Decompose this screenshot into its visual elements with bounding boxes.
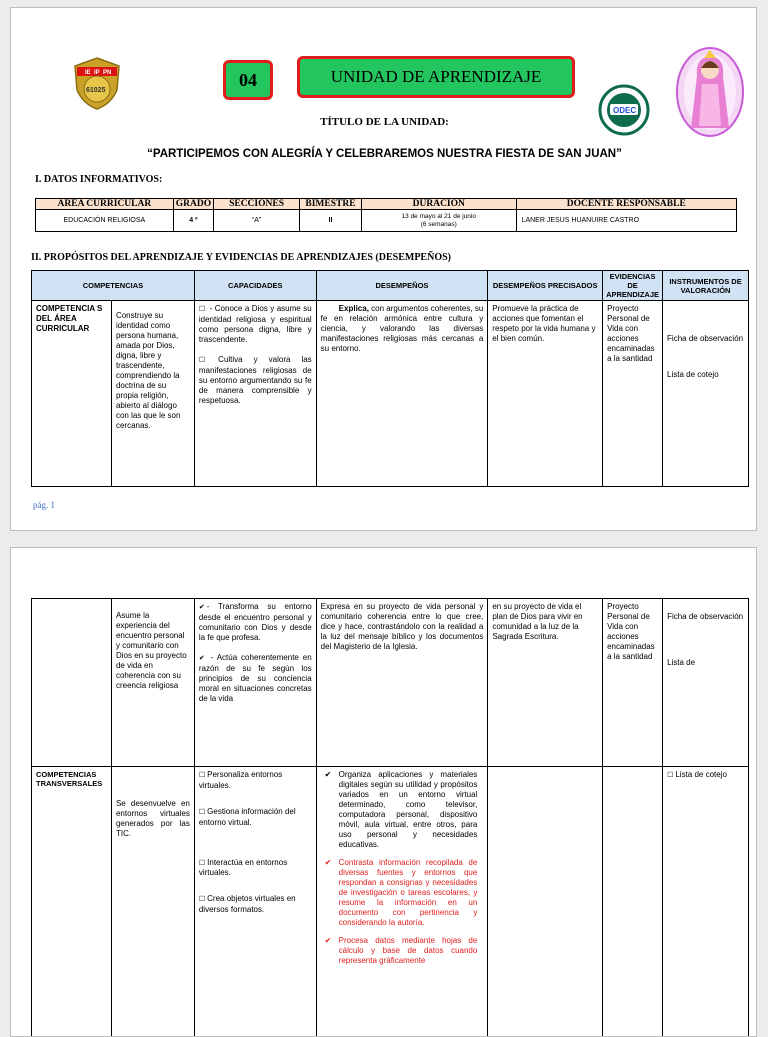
grade-cell: 4 º [173,210,213,232]
duration-dates: 13 de mayo al 21 de junio [363,213,515,220]
checkbox-icon: ☐ [199,306,205,313]
capacity-text: Gestiona información del entorno virtual. [199,807,296,827]
document-page-1 [10,7,757,531]
check-icon: ✔ [325,936,332,946]
column-header: EVIDENCIAS DE APRENDIZAJE [603,271,663,301]
document-page-2 [10,547,757,1037]
capacity-item [199,894,312,915]
checkbox-icon: ☐ [667,772,673,779]
capacity-item [199,770,312,791]
svg-text:IP: IP [94,70,100,76]
unit-title: “PARTICIPEMOS CON ALEGRÍA Y CELEBRAREMOS NUESTRA FIESTA DE SAN JUAN” [11,148,757,160]
specific-performance-cell [488,767,603,1037]
evidence-cell: Proyecto Personal de Vida con acciones encaminadas a la santidad [603,301,663,487]
area-label-cell: COMPETENCIA S DEL ÁREA CURRICULAR [32,301,112,487]
performance-text: Contrasta información recopilada de diversas fuentes y entornos que respondan a consignas y necesidades de investigación o tareas escolares, y resume la información en un documento con pertinencia y considerando la autoría. [339,858,478,927]
area-cell: EDUCACIÓN RELIGIOSA [36,210,174,232]
area-label-cell: COMPETENCIAS TRANSVERSALES [32,767,112,1037]
column-header: BIMESTRE [299,199,361,210]
capacities-cell [194,599,316,767]
evidence-cell: Proyecto Personal de Vida con acciones encaminadas a la santidad [603,599,663,767]
specific-performance-cell: Promueve la práctica de acciones que fomentan el respeto por la vida humana y el bien común. [488,301,603,487]
table-row [32,301,749,487]
capacities-cell [194,301,316,487]
check-icon: ✔ [325,770,332,780]
section-cell: “A” [214,210,300,232]
performance-cell: Expresa en su proyecto de vida personal y comunitario coherencia entre lo que cree, dice y hace, contrastándolo con la realidad a la luz del mensaje bíblico y los documentos del Magisterio de la Iglesia. [316,599,488,767]
checkbox-icon: ☐ [199,357,205,364]
section-2-heading: II. PROPÓSITOS DEL APRENDIZAJE Y EVIDENCIAS DE APRENDIZAJES (DESEMPEÑOS) [31,252,451,263]
column-header: DOCENTE RESPONSABLE [516,199,736,210]
checkbox-icon: ☐ [199,809,205,816]
instrument-item: Lista de cotejo [667,370,744,380]
instruments-cell [663,767,749,1037]
area-label-cell [32,599,112,767]
capacity-item [199,807,312,828]
table-row [32,599,749,767]
instruments-cell [663,599,749,767]
capacity-item [199,858,312,879]
capacity-item [199,304,312,345]
capacity-item [199,355,312,406]
competency-cell: Construye su identidad como persona humana, amada por Dios, digna, libre y trascendente, comprendiendo la doctrina de su propia religión, abierto al diálogo con las que le son cercanas. [111,301,194,487]
competency-cell: Se desenvuelve en entornos virtuales generados por las TIC. [111,767,194,1037]
capacity-text: - Actúa coherentemente en razón de su fe según los principios de su conciencia moral en situaciones concretas de la vida [199,653,312,703]
info-table-header [36,199,737,210]
performance-list [325,770,478,966]
teacher-cell: LANER JESUS HUANUIRE CASTRO [516,210,736,232]
performance-cell [316,767,488,1037]
school-badge-logo [71,56,123,111]
page-number: pág. 1 [33,500,55,510]
svg-text:PN: PN [103,70,111,76]
column-header: CAPACIDADES [194,271,316,301]
evidence-cell [603,767,663,1037]
performance-verb: Explica, [339,304,369,313]
list-item [325,770,478,850]
info-table [35,198,737,232]
svg-text:61025: 61025 [86,87,106,94]
unit-number-badge: 04 [223,60,273,100]
capacity-text: Cultiva y valora las manifestaciones religiosas de su entorno argumentando su fe de manera comprensible y respetuosa. [199,355,312,405]
column-header: DESEMPEÑOS [316,271,488,301]
column-header: AREA CURRICULAR [36,199,174,210]
performance-text: con argumentos coherentes, su fe en relación armónica entre cultura y ciencia, y valorando las diversas manifestaciones religiosas más cercanas a su entorno. [321,304,484,353]
capacity-text: Interactúa en entornos virtuales. [199,858,287,878]
purposes-table [31,270,749,487]
table-row [36,210,737,232]
duration-weeks: (6 semanas) [363,221,515,228]
instrument-item: Ficha de observación [667,334,744,344]
svg-text:ODEC: ODEC [613,106,636,115]
capacity-text: - Conoce a Dios y asume su identidad religiosa y espiritual como persona digna, libre y trascendente. [199,304,312,344]
capacities-cell [194,767,316,1037]
odec-logo [598,84,650,136]
checkbox-icon: ☐ [199,860,205,867]
duration-cell [361,210,516,232]
column-header: SECCIONES [214,199,300,210]
performance-text: Procesa datos mediante hojas de cálculo y base de datos cuando representa gráficamente [339,936,478,965]
column-header: COMPETENCIAS [32,271,195,301]
capacity-text: - Transforma su entorno desde el encuentro personal y comunitario con Dios y desde la fe que profesa. [199,602,312,642]
purposes-table-continued [31,598,749,1037]
term-cell: II [299,210,361,232]
competency-cell: Asume la experiencia del encuentro personal y comunitario con Dios en su proyecto de vida en coherencia con su creencia religiosa [111,599,194,767]
table-row [32,767,749,1037]
unit-label-banner: UNIDAD DE APRENDIZAJE [297,56,575,98]
checkbox-icon: ☐ [199,772,205,779]
instruments-cell [663,301,749,487]
capacity-text: Personaliza entornos virtuales. [199,770,282,790]
instrument-item: Lista de [667,658,744,668]
section-1-heading: I. DATOS INFORMATIVOS: [35,174,162,185]
capacity-item [199,653,312,704]
specific-performance-cell: en su proyecto de vida el plan de Dios para vivir en comunidad a la luz de la Sagrada Escritura. [488,599,603,767]
instrument-item: Ficha de observación [667,612,744,622]
column-header: INSTRUMENTOS DE VALORACIÓN [663,271,749,301]
svg-text:IE: IE [85,70,91,76]
list-item [325,858,478,928]
column-header: DURACION [361,199,516,210]
column-header: GRADO [173,199,213,210]
list-item [325,936,478,966]
capacity-text: Crea objetos virtuales en diversos formatos. [199,894,296,914]
checkbox-icon: ☐ [199,896,205,903]
column-header: DESEMPEÑOS PRECISADOS [488,271,603,301]
check-icon: ✔ [199,655,205,662]
performance-cell [316,301,488,487]
purposes-table-header [32,271,749,301]
performance-text: Organiza aplicaciones y materiales digitales según su utilidad y propósitos variados en un entorno virtual determinado, como televisor, computadora personal, dispositivo móvil, aula virtual, entre otros, para uso personal y necesidades educativas. [339,770,478,849]
unit-title-label: TÍTULO DE LA UNIDAD: [11,116,757,128]
check-icon: ✔ [199,604,205,611]
capacity-item [199,602,312,643]
instrument-item: Lista de cotejo [675,770,727,779]
check-icon: ✔ [325,858,332,868]
